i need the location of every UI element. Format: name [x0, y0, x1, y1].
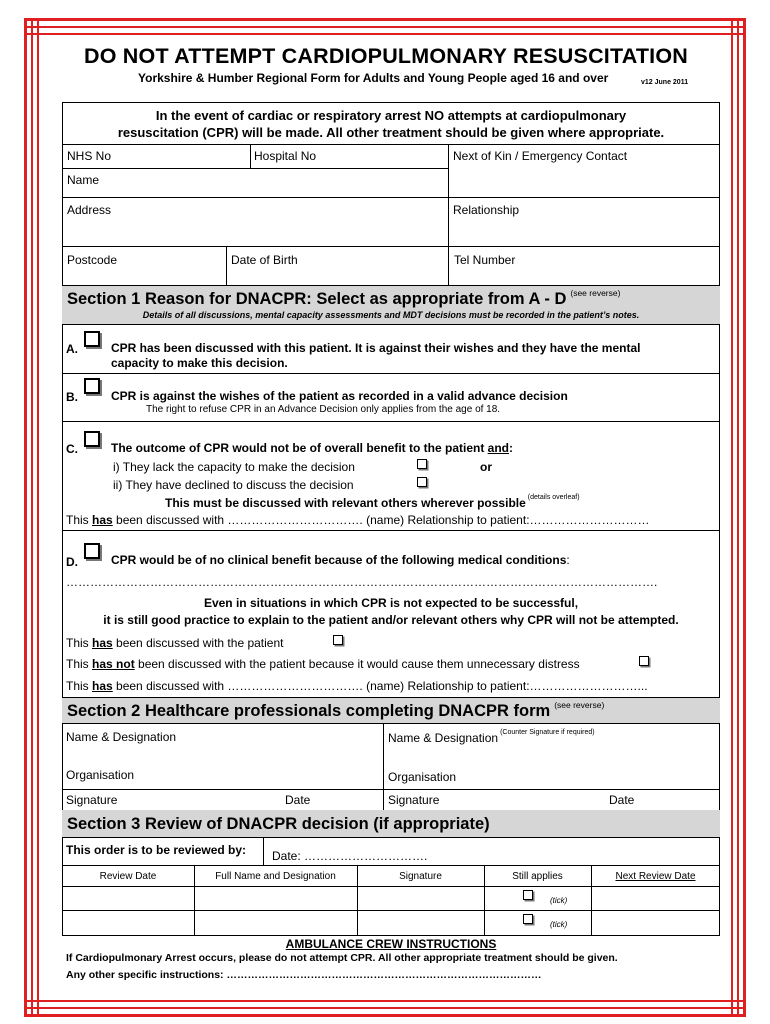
col-review-date: Review Date — [99, 871, 157, 882]
next-of-kin-field[interactable]: Next of Kin / Emergency Contact — [453, 149, 628, 163]
option-c-letter: C. — [66, 442, 78, 456]
hcp-signature-2[interactable]: Signature — [388, 793, 440, 807]
option-d-text: CPR would be of no clinical benefit because of the following medical conditions: — [111, 553, 570, 567]
hcp-organisation-2[interactable]: Organisation — [388, 770, 457, 784]
section-1-note: Details of all discussions, mental capacity assessments and MDT decisions must be recorded in the patient’s notes. — [142, 310, 640, 320]
option-a-text-1: CPR has been discussed with this patient. It is against their wishes and they have the mental — [111, 341, 641, 355]
section-1-title: Section 1 Reason for DNACPR: Select as appropriate from A - D — [67, 290, 567, 308]
option-c-i: i) They lack the capacity to make the decision — [113, 460, 355, 474]
hcp-organisation-1[interactable]: Organisation — [66, 768, 135, 782]
section-2-header — [62, 697, 720, 724]
col-full-name: Full Name and Designation — [215, 871, 336, 882]
form-subtitle: Yorkshire & Humber Regional Form for Adults and Young People aged 16 and over — [138, 71, 609, 85]
dob-field[interactable]: Date of Birth — [231, 253, 298, 267]
section-2-title: Section 2 Healthcare professionals completing DNACPR form — [67, 702, 551, 720]
hcp-date-1[interactable]: Date — [285, 793, 311, 807]
section-3-title: Section 3 Review of DNACPR decision (if appropriate) — [67, 815, 490, 833]
hcp-name-designation-2: Name & Designation $^{(Counter Signature if required)}$ — [388, 729, 595, 745]
option-c-checkbox[interactable] — [84, 431, 100, 447]
option-b-letter: B. — [66, 390, 78, 404]
review-label-box — [62, 838, 264, 865]
tel-field[interactable]: Tel Number — [454, 253, 516, 267]
hcp-signature-1[interactable]: Signature — [66, 793, 118, 807]
option-d-with: This has been discussed with ……………………………. (name) Relationship to patient:………………………... — [66, 679, 648, 693]
form-title: DO NOT ATTEMPT CARDIOPULMONARY RESUSCITATION — [83, 44, 689, 68]
even-line-2: it is still good practice to explain to the patient and/or relevant others why CPR will not be attempted. — [103, 613, 679, 627]
hcp-date-2[interactable]: Date — [609, 793, 635, 807]
option-c-ii-checkbox[interactable] — [417, 477, 427, 487]
option-b-text-2: The right to refuse CPR in an Advance Decision only applies from the age of 18. — [146, 404, 501, 415]
col-next-review-date: Next Review Date — [615, 871, 696, 882]
nhs-no-field[interactable]: NHS No — [67, 149, 112, 163]
section-1-header — [62, 285, 720, 325]
option-c-or: or — [480, 460, 492, 474]
option-d-dots: …………………………………………………………………………………………………………………………………. — [66, 575, 658, 589]
option-c-must: This must be discussed with relevant others wherever possible $^{(details overleaf)}$ — [165, 494, 580, 510]
option-d-has-checkbox[interactable] — [333, 635, 343, 645]
postcode-field[interactable]: Postcode — [67, 253, 118, 267]
relationship-field[interactable]: Relationship — [453, 203, 520, 217]
hcp-name-designation-1[interactable]: Name & Designation — [66, 730, 177, 744]
still-applies-checkbox-1[interactable] — [523, 890, 533, 900]
ambulance-line-1: If Cardiopulmonary Arrest occurs, please do not attempt CPR. All other appropriate treatment should be given. — [66, 952, 618, 964]
option-c-ii: ii) They have declined to discuss the decision — [113, 478, 354, 492]
option-d-has: This has been discussed with the patient — [66, 636, 284, 650]
ambulance-heading: AMBULANCE CREW INSTRUCTIONS — [285, 937, 497, 951]
col-signature: Signature — [399, 871, 442, 882]
still-applies-checkbox-2[interactable] — [523, 914, 533, 924]
review-label: This order is to be reviewed by: — [66, 843, 247, 857]
option-a-text-2: capacity to make this decision. — [111, 356, 288, 370]
option-d-checkbox[interactable] — [84, 543, 100, 559]
option-d-hasnot-checkbox[interactable] — [639, 656, 649, 666]
option-d-letter: D. — [66, 555, 78, 569]
name-field[interactable]: Name — [67, 173, 100, 187]
option-b-text-1: CPR is against the wishes of the patient as recorded in a valid advance decision — [111, 389, 568, 403]
review-date-field[interactable]: Date: …………………………. — [272, 849, 428, 863]
col-still-applies: Still applies — [512, 871, 563, 882]
intro-line-1: In the event of cardiac or respiratory arrest NO attempts at cardiopulmonary — [155, 108, 627, 123]
hospital-no-field[interactable]: Hospital No — [254, 149, 317, 163]
option-d-hasnot: This has not been discussed with the patient because it would cause them unnecessary distress — [66, 657, 580, 671]
section-3-header — [62, 810, 720, 838]
section-1-see-reverse: (see reverse) — [570, 288, 621, 298]
tick-label-1: (tick) — [550, 896, 568, 905]
intro-line-2: resuscitation (CPR) will be made. All other treatment should be given where appropriate. — [117, 125, 665, 140]
option-c-text-1: The outcome of CPR would not be of overall benefit to the patient and: — [111, 441, 514, 455]
ambulance-line-2[interactable]: Any other specific instructions: ……………………………………………………………………………… — [66, 969, 542, 981]
address-field[interactable]: Address — [67, 203, 112, 217]
option-a-letter: A. — [66, 342, 78, 356]
form-version: v12 June 2011 — [641, 79, 689, 86]
even-line-1: Even in situations in which CPR is not expected to be successful, — [203, 596, 579, 610]
tick-label-2: (tick) — [550, 920, 568, 929]
option-c-i-checkbox[interactable] — [417, 459, 427, 469]
option-b-checkbox[interactable] — [84, 378, 100, 394]
option-c-discussed: This has been discussed with ……………………………. (name) Relationship to patient:………………………… — [66, 513, 650, 527]
section-2-see-reverse: (see reverse) — [554, 700, 605, 710]
option-a-checkbox[interactable] — [84, 331, 100, 347]
